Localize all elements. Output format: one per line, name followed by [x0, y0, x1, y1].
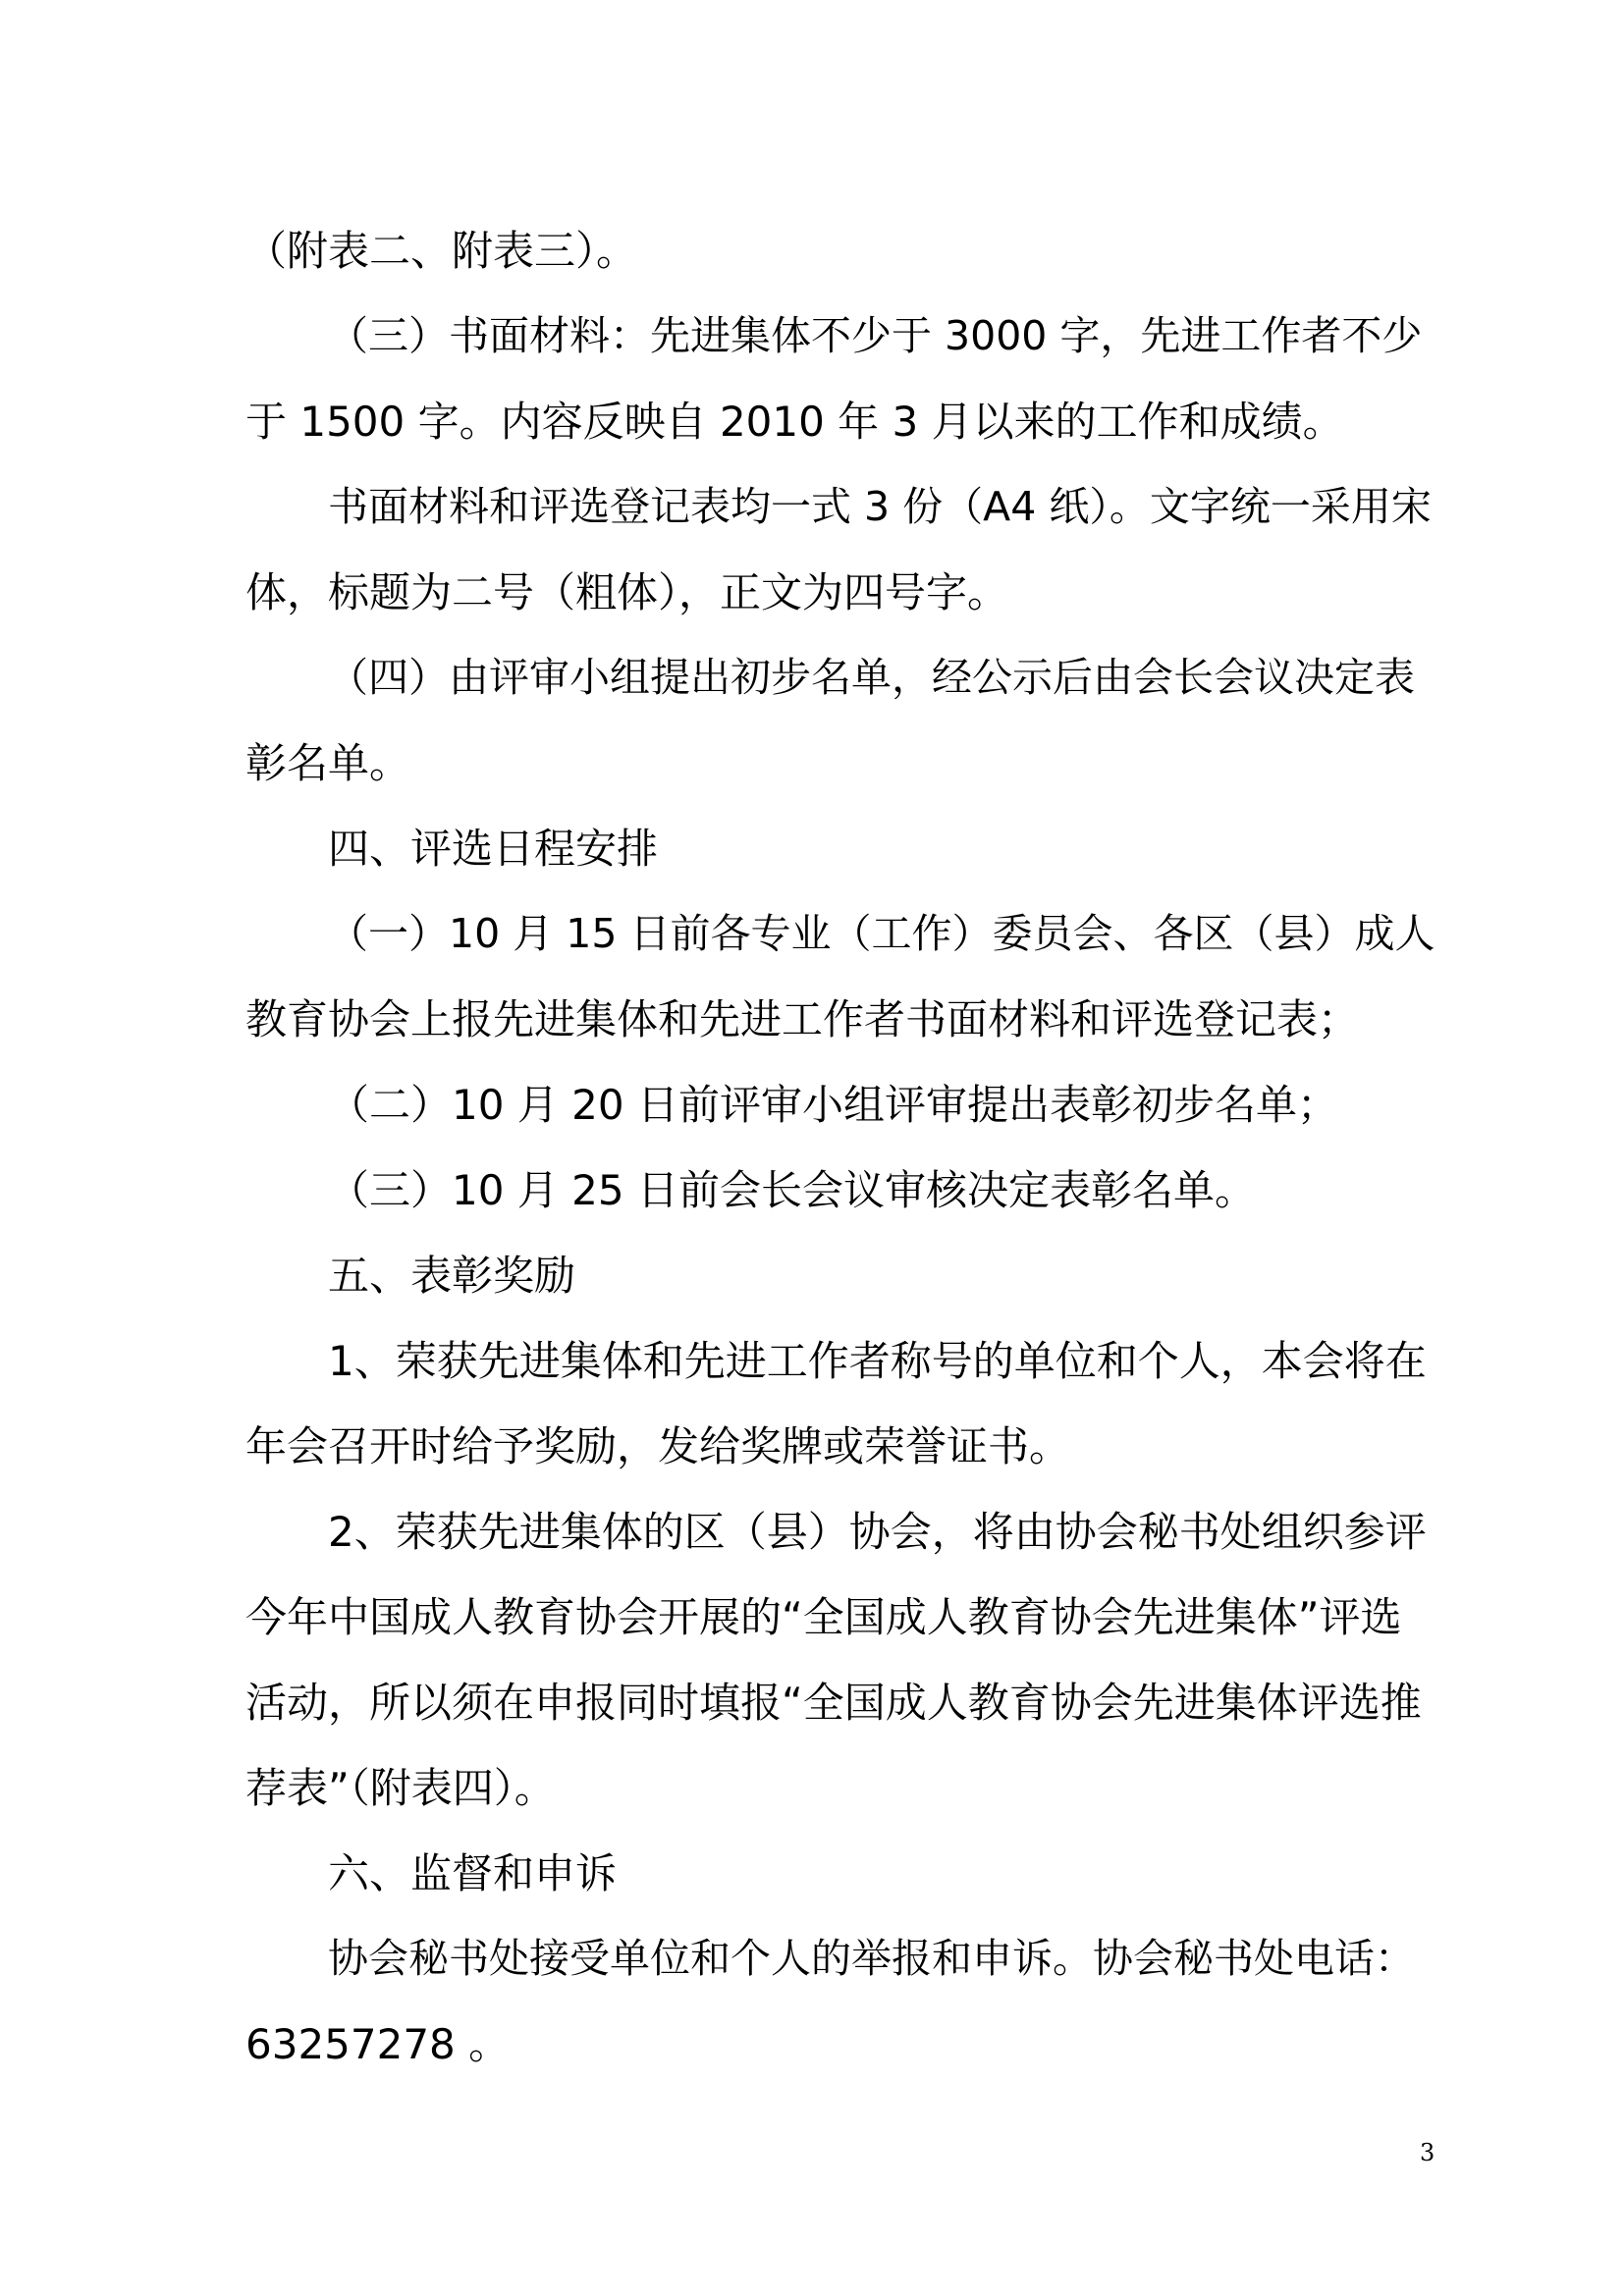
- text-line: 于 1500 字。内容反映自 2010 年 3 月以来的工作和成绩。: [245, 398, 1344, 446]
- text-line: 四、评选日程安排: [328, 825, 659, 873]
- page-number: 3: [1420, 2139, 1435, 2166]
- text-line: 63257278 。: [245, 2020, 511, 2068]
- text-line: （四）由评审小组提出初步名单，经公示后由会长会议决定表: [328, 654, 1415, 701]
- text-line: 2、荣获先进集体的区（县）协会，将由协会秘书处组织参评: [328, 1508, 1427, 1556]
- body-text: [245, 208, 1438, 2087]
- text-line: 书面材料和评选登记表均一式 3 份（A4 纸）。文字统一采用宋: [328, 483, 1432, 530]
- text-line: 六、监督和申诉: [328, 1849, 618, 1897]
- text-line: （附表二、附表三）。: [245, 227, 638, 275]
- text-line: 活动，所以须在申报同时填报“全国成人教育协会先进集体评选推: [245, 1679, 1422, 1727]
- text-line: 彰名单。: [245, 739, 411, 787]
- text-line: 1、荣获先进集体和先进工作者称号的单位和个人，本会将在: [328, 1337, 1427, 1385]
- text-line: 五、表彰奖励: [328, 1252, 576, 1300]
- text-line: 年会召开时给予奖励，发给奖牌或荣誉证书。: [245, 1422, 1071, 1470]
- text-line: 协会秘书处接受单位和个人的举报和申诉。协会秘书处电话：: [328, 1935, 1415, 1982]
- text-line: （三）10 月 25 日前会长会议审核决定表彰名单。: [328, 1166, 1256, 1214]
- text-line: 今年中国成人教育协会开展的“全国成人教育协会先进集体”评选: [245, 1593, 1402, 1641]
- text-line: （二）10 月 20 日前评审小组评审提出表彰初步名单；: [328, 1081, 1338, 1129]
- text-line: 体，标题为二号（粗体），正文为四号字。: [245, 568, 1009, 616]
- text-line: 教育协会上报先进集体和先进工作者书面材料和评选登记表；: [245, 995, 1360, 1043]
- text-line: （三）书面材料：先进集体不少于 3000 字，先进工作者不少: [328, 312, 1423, 359]
- text-line: 荐表”（附表四）。: [245, 1764, 556, 1812]
- text-line: （一）10 月 15 日前各专业（工作）委员会、各区（县）成人: [328, 910, 1435, 957]
